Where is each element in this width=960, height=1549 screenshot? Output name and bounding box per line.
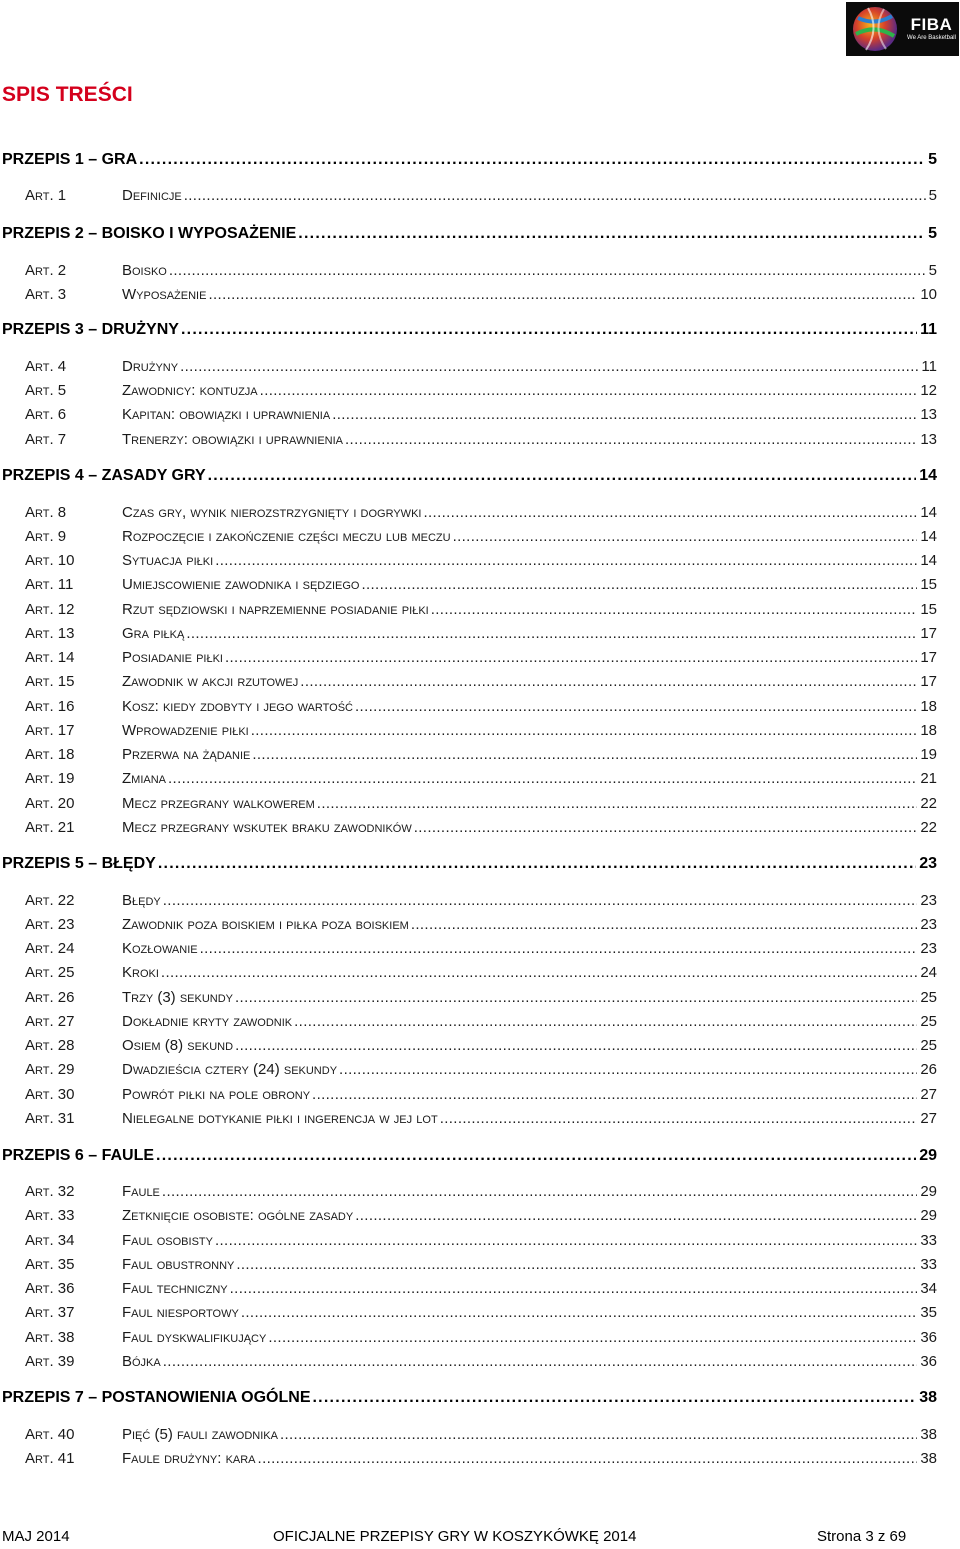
toc-article-number: Art. 16 xyxy=(25,698,75,715)
toc-page-number: 35 xyxy=(920,1304,937,1321)
toc-entry-title: Trzy (3) sekundy xyxy=(122,989,234,1006)
toc-page-number: 15 xyxy=(920,576,937,593)
toc-dot-leader xyxy=(317,795,918,812)
toc-dot-leader xyxy=(139,151,925,169)
toc-article-entry[interactable] xyxy=(0,187,960,204)
toc-article-number: Art. 25 xyxy=(25,964,75,981)
toc-page-number: 19 xyxy=(920,746,937,763)
toc-article-number: Art. 32 xyxy=(25,1183,75,1200)
toc-article-entry[interactable] xyxy=(0,746,960,763)
toc-article-entry[interactable] xyxy=(0,1232,960,1249)
toc-page-number: 17 xyxy=(920,673,937,690)
toc-article-entry[interactable] xyxy=(0,406,960,423)
toc-dot-leader xyxy=(252,746,917,763)
toc-page-number: 18 xyxy=(920,722,937,739)
toc-article-number: Art. 10 xyxy=(25,552,75,569)
toc-dot-leader xyxy=(184,187,926,204)
toc-article-entry[interactable] xyxy=(0,722,960,739)
toc-article-entry[interactable] xyxy=(0,1061,960,1078)
toc-section-entry[interactable] xyxy=(0,151,960,169)
toc-page-number: 14 xyxy=(920,528,937,545)
toc-dot-leader xyxy=(361,576,917,593)
toc-page-number: 21 xyxy=(920,770,937,787)
toc-article-entry[interactable] xyxy=(0,940,960,957)
toc-article-entry[interactable] xyxy=(0,1183,960,1200)
logo-wordmark: FIBA xyxy=(910,14,953,34)
toc-page-number: 5 xyxy=(928,151,937,168)
toc-dot-leader xyxy=(258,1450,918,1467)
footer-date: MAJ 2014 xyxy=(2,1528,70,1545)
toc-page-number: 15 xyxy=(920,601,937,618)
toc-entry-title: Faule drużyny: kara xyxy=(122,1450,256,1467)
toc-dot-leader xyxy=(236,1256,917,1273)
toc-article-entry[interactable] xyxy=(0,576,960,593)
toc-page-number: 11 xyxy=(920,321,937,338)
toc-article-number: Art. 28 xyxy=(25,1037,75,1054)
toc-article-number: Art. 6 xyxy=(25,406,67,423)
toc-dot-leader xyxy=(215,1232,917,1249)
toc-article-number: Art. 29 xyxy=(25,1061,75,1078)
toc-page-number: 25 xyxy=(920,1013,937,1030)
toc-entry-title: Kosz: kiedy zdobyty i jego wartość xyxy=(122,698,354,715)
toc-dot-leader xyxy=(355,698,917,715)
toc-dot-leader xyxy=(215,552,917,569)
toc-article-entry[interactable] xyxy=(0,964,960,981)
toc-page-number: 5 xyxy=(928,187,937,204)
toc-entry-title: Definicje xyxy=(122,187,182,204)
toc-entry-title: Drużyny xyxy=(122,358,179,375)
toc-article-number: Art. 26 xyxy=(25,989,75,1006)
toc-dot-leader xyxy=(208,286,917,303)
toc-article-number: Art. 22 xyxy=(25,892,75,909)
toc-section-entry[interactable] xyxy=(0,855,960,873)
page-footer xyxy=(0,1528,960,1548)
toc-entry-title: Umiejscowienie zawodnika i sędziego xyxy=(122,576,360,593)
toc-dot-leader xyxy=(180,358,918,375)
toc-page-number: 17 xyxy=(920,649,937,666)
toc-article-entry[interactable] xyxy=(0,262,960,279)
toc-entry-title: Mecz przegrany walkowerem xyxy=(122,795,315,812)
toc-article-number: Art. 3 xyxy=(25,286,67,303)
toc-page-number: 12 xyxy=(920,382,937,399)
toc-dot-leader xyxy=(225,649,917,666)
toc-article-entry[interactable] xyxy=(0,1013,960,1030)
toc-page-number: 34 xyxy=(920,1280,937,1297)
toc-entry-title: PRZEPIS 2 – BOISKO I WYPOSAŻENIE xyxy=(2,225,297,242)
toc-entry-title: Czas gry, wynik nierozstrzygnięty i dogrywki xyxy=(122,504,422,521)
toc-article-number: Art. 24 xyxy=(25,940,75,957)
toc-entry-title: Dwadzieścia cztery (24) sekundy xyxy=(122,1061,338,1078)
toc-dot-leader xyxy=(241,1304,917,1321)
toc-dot-leader xyxy=(294,1013,917,1030)
toc-page-number: 23 xyxy=(920,916,937,933)
toc-page-number: 27 xyxy=(920,1086,937,1103)
toc-article-entry[interactable] xyxy=(0,552,960,569)
toc-dot-leader xyxy=(298,225,925,243)
toc-article-number: Art. 35 xyxy=(25,1256,75,1273)
toc-article-entry[interactable] xyxy=(0,1450,960,1467)
toc-article-number: Art. 18 xyxy=(25,746,75,763)
toc-article-entry[interactable] xyxy=(0,1426,960,1443)
toc-entry-title: Wprowadzenie piłki xyxy=(122,722,249,739)
toc-page-number: 29 xyxy=(920,1183,937,1200)
toc-article-number: Art. 31 xyxy=(25,1110,75,1127)
toc-dot-leader xyxy=(312,1086,917,1103)
toc-article-entry[interactable] xyxy=(0,1037,960,1054)
toc-article-number: Art. 17 xyxy=(25,722,75,739)
toc-page-number: 24 xyxy=(920,964,937,981)
toc-entry-title: Zawodnik w akcji rzutowej xyxy=(122,673,299,690)
toc-section-entry[interactable] xyxy=(0,467,960,485)
toc-dot-leader xyxy=(260,382,918,399)
toc-page-number: 23 xyxy=(919,855,937,872)
toc-entry-title: Kozłowanie xyxy=(122,940,198,957)
toc-article-entry[interactable] xyxy=(0,698,960,715)
toc-page-number: 38 xyxy=(919,1389,937,1406)
toc-dot-leader xyxy=(169,262,926,279)
toc-dot-leader xyxy=(200,940,918,957)
toc-section-entry[interactable] xyxy=(0,321,960,339)
toc-dot-leader xyxy=(280,1426,917,1443)
toc-page-number: 13 xyxy=(920,406,937,423)
toc-entry-title: Rozpoczęcie i zakończenie części meczu lub meczu xyxy=(122,528,451,545)
toc-entry-title: Boisko xyxy=(122,262,167,279)
toc-dot-leader xyxy=(186,625,917,642)
toc-article-entry[interactable] xyxy=(0,625,960,642)
toc-article-entry[interactable] xyxy=(0,1207,960,1224)
toc-section-entry[interactable] xyxy=(0,1389,960,1407)
toc-article-number: Art. 4 xyxy=(25,358,67,375)
toc-page-number: 14 xyxy=(920,552,937,569)
toc-page-number: 29 xyxy=(919,1147,937,1164)
toc-dot-leader xyxy=(208,467,917,485)
toc-article-number: Art. 33 xyxy=(25,1207,75,1224)
toc-entry-title: Faule xyxy=(122,1183,160,1200)
toc-entry-title: Sytuacja piłki xyxy=(122,552,214,569)
toc-entry-title: Kroki xyxy=(122,964,159,981)
toc-article-number: Art. 39 xyxy=(25,1353,75,1370)
toc-entry-title: Wyposażenie xyxy=(122,286,207,303)
toc-dot-leader xyxy=(163,892,918,909)
toc-article-number: Art. 13 xyxy=(25,625,75,642)
toc-entry-title: Pięć (5) fauli zawodnika xyxy=(122,1426,278,1443)
toc-article-entry[interactable] xyxy=(0,892,960,909)
toc-article-number: Art. 8 xyxy=(25,504,67,521)
toc-dot-leader xyxy=(181,321,917,339)
toc-article-number: Art. 21 xyxy=(25,819,75,836)
toc-article-entry[interactable] xyxy=(0,795,960,812)
toc-entry-title: Osiem (8) sekund xyxy=(122,1037,234,1054)
toc-page-number: 38 xyxy=(920,1450,937,1467)
toc-dot-leader xyxy=(156,1147,916,1165)
toc-entry-title: PRZEPIS 4 – ZASADY GRY xyxy=(2,467,206,484)
toc-article-entry[interactable] xyxy=(0,358,960,375)
toc-article-number: Art. 38 xyxy=(25,1329,75,1346)
toc-article-number: Art. 2 xyxy=(25,262,67,279)
toc-article-entry[interactable] xyxy=(0,1353,960,1370)
toc-dot-leader xyxy=(268,1329,917,1346)
toc-page-number: 17 xyxy=(920,625,937,642)
toc-article-number: Art. 34 xyxy=(25,1232,75,1249)
toc-dot-leader xyxy=(414,819,918,836)
toc-page-number: 23 xyxy=(920,940,937,957)
toc-page-number: 5 xyxy=(928,225,937,242)
toc-entry-title: Przerwa na żądanie xyxy=(122,746,251,763)
toc-entry-title: Posiadanie piłki xyxy=(122,649,223,666)
toc-entry-title: Powrót piłki na pole obrony xyxy=(122,1086,311,1103)
toc-article-number: Art. 9 xyxy=(25,528,67,545)
toc-dot-leader xyxy=(312,1389,916,1407)
toc-article-entry[interactable] xyxy=(0,1304,960,1321)
toc-entry-title: Dokładnie kryty zawodnik xyxy=(122,1013,293,1030)
toc-article-entry[interactable] xyxy=(0,673,960,690)
toc-page-number: 38 xyxy=(920,1426,937,1443)
toc-page-number: 29 xyxy=(920,1207,937,1224)
toc-entry-title: Faul dyskwalifikujący xyxy=(122,1329,267,1346)
toc-entry-title: Błędy xyxy=(122,892,161,909)
toc-page-number: 22 xyxy=(920,819,937,836)
toc-dot-leader xyxy=(339,1061,917,1078)
toc-article-number: Art. 40 xyxy=(25,1426,75,1443)
toc-dot-leader xyxy=(431,601,918,618)
toc-article-number: Art. 36 xyxy=(25,1280,75,1297)
fiba-logo xyxy=(846,2,959,56)
toc-page-number: 25 xyxy=(920,1037,937,1054)
toc-article-entry[interactable] xyxy=(0,382,960,399)
toc-article-entry[interactable] xyxy=(0,819,960,836)
toc-article-entry[interactable] xyxy=(0,1256,960,1273)
footer-page-number: Strona 3 z 69 xyxy=(817,1528,907,1545)
toc-article-entry[interactable] xyxy=(0,916,960,933)
toc-entry-title: Mecz przegrany wskutek braku zawodników xyxy=(122,819,412,836)
toc-article-number: Art. 1 xyxy=(25,187,67,204)
toc-dot-leader xyxy=(332,406,917,423)
toc-entry-title: PRZEPIS 7 – POSTANOWIENIA OGÓLNE xyxy=(2,1389,311,1406)
toc-page-number: 14 xyxy=(919,467,937,484)
toc-dot-leader xyxy=(235,1037,917,1054)
toc-article-number: Art. 23 xyxy=(25,916,75,933)
toc-entry-title: Faul osobisty xyxy=(122,1232,213,1249)
toc-dot-leader xyxy=(235,989,917,1006)
toc-page-number: 36 xyxy=(920,1329,937,1346)
toc-article-entry[interactable] xyxy=(0,1110,960,1127)
toc-article-number: Art. 5 xyxy=(25,382,67,399)
toc-entry-title: Nielegalne dotykanie piłki i ingerencja w jej lot xyxy=(122,1110,438,1127)
toc-entry-title: Trenerzy: obowiązki i uprawnienia xyxy=(122,431,343,448)
toc-article-number: Art. 7 xyxy=(25,431,67,448)
toc-page-number: 14 xyxy=(920,504,937,521)
footer-document-title: OFICJALNE PRZEPISY GRY W KOSZYKÓWKĘ 2014 xyxy=(273,1528,637,1545)
toc-entry-title: PRZEPIS 6 – FAULE xyxy=(2,1147,155,1164)
toc-entry-title: Faul niesportowy xyxy=(122,1304,239,1321)
toc-page-number: 25 xyxy=(920,989,937,1006)
toc-dot-leader xyxy=(345,431,917,448)
toc-dot-leader xyxy=(158,855,916,873)
toc-page-number: 18 xyxy=(920,698,937,715)
toc-dot-leader xyxy=(411,916,917,933)
toc-article-entry[interactable] xyxy=(0,504,960,521)
toc-article-entry[interactable] xyxy=(0,1086,960,1103)
toc-article-number: Art. 14 xyxy=(25,649,75,666)
toc-dot-leader xyxy=(162,1183,917,1200)
toc-entry-title: Zetknięcie osobiste: ogólne zasady xyxy=(122,1207,354,1224)
toc-article-entry[interactable] xyxy=(0,1329,960,1346)
toc-page-number: 33 xyxy=(920,1232,937,1249)
toc-page-number: 10 xyxy=(920,286,937,303)
toc-entry-title: Gra piłką xyxy=(122,625,185,642)
toc-entry-title: Zawodnicy: kontuzja xyxy=(122,382,258,399)
toc-entry-title: Zmiana xyxy=(122,770,166,787)
toc-article-entry[interactable] xyxy=(0,601,960,618)
toc-page-number: 26 xyxy=(920,1061,937,1078)
basketball-globe-icon xyxy=(846,2,904,56)
page-title: SPIS TREŚCI xyxy=(2,83,133,106)
toc-page-number: 11 xyxy=(921,358,937,375)
toc-dot-leader xyxy=(251,722,918,739)
toc-page-number: 33 xyxy=(920,1256,937,1273)
toc-entry-title: Faul techniczny xyxy=(122,1280,228,1297)
toc-dot-leader xyxy=(161,964,917,981)
toc-article-entry[interactable] xyxy=(0,649,960,666)
toc-entry-title: Kapitan: obowiązki i uprawnienia xyxy=(122,406,331,423)
toc-article-entry[interactable] xyxy=(0,431,960,448)
toc-entry-title: Rzut sędziowski i naprzemienne posiadanie piłki xyxy=(122,601,429,618)
toc-dot-leader xyxy=(168,770,917,787)
toc-page-number: 22 xyxy=(920,795,937,812)
toc-section-entry[interactable] xyxy=(0,1147,960,1165)
toc-page-number: 23 xyxy=(920,892,937,909)
toc-dot-leader xyxy=(163,1353,918,1370)
toc-entry-title: PRZEPIS 3 – DRUŻYNY xyxy=(2,321,179,338)
toc-article-entry[interactable] xyxy=(0,286,960,303)
toc-page-number: 5 xyxy=(928,262,937,279)
toc-page-number: 13 xyxy=(920,431,937,448)
toc-entry-title: PRZEPIS 5 – BŁĘDY xyxy=(2,855,156,872)
toc-article-number: Art. 11 xyxy=(25,576,74,593)
toc-article-entry[interactable] xyxy=(0,1280,960,1297)
toc-article-number: Art. 20 xyxy=(25,795,75,812)
toc-page-number: 36 xyxy=(920,1353,937,1370)
toc-dot-leader xyxy=(453,528,918,545)
toc-article-number: Art. 15 xyxy=(25,673,75,690)
toc-entry-title: PRZEPIS 1 – GRA xyxy=(2,151,138,168)
toc-dot-leader xyxy=(230,1280,918,1297)
toc-section-entry[interactable] xyxy=(0,225,960,243)
toc-dot-leader xyxy=(355,1207,917,1224)
toc-entry-title: Faul obustronny xyxy=(122,1256,235,1273)
toc-dot-leader xyxy=(300,673,917,690)
toc-article-number: Art. 27 xyxy=(25,1013,75,1030)
toc-page-number: 27 xyxy=(920,1110,937,1127)
toc-article-entry[interactable] xyxy=(0,528,960,545)
toc-article-number: Art. 37 xyxy=(25,1304,75,1321)
toc-dot-leader xyxy=(440,1110,918,1127)
toc-entry-title: Zawodnik poza boiskiem i piłka poza boiskiem xyxy=(122,916,409,933)
toc-article-number: Art. 41 xyxy=(25,1450,75,1467)
toc-article-entry[interactable] xyxy=(0,770,960,787)
toc-article-number: Art. 12 xyxy=(25,601,75,618)
toc-article-entry[interactable] xyxy=(0,989,960,1006)
toc-entry-title: Bójka xyxy=(122,1353,161,1370)
logo-tagline: We Are Basketball xyxy=(907,34,956,41)
toc-article-number: Art. 19 xyxy=(25,770,75,787)
toc-article-number: Art. 30 xyxy=(25,1086,75,1103)
toc-dot-leader xyxy=(423,504,917,521)
